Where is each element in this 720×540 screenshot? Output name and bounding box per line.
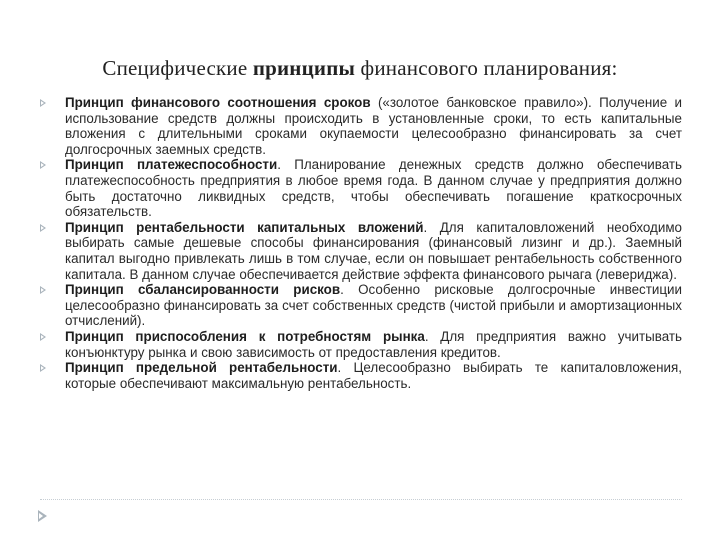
- triangle-bullet-icon: [40, 364, 46, 372]
- principle-text: . Для капиталовложений необходимо выбирать самые дешевые способы финансирования (финансовый лизинг и др.). Заемный капитал выгодно привлекать лишь в том случае, если он повышает рентабельность собственного капитала. В данном случае обеспечивается действие эффекта финансового рычага (левериджа).: [65, 219, 682, 282]
- title-suffix: финансового планирования:: [355, 56, 618, 80]
- next-arrow-icon[interactable]: [38, 510, 47, 522]
- list-item: [40, 95, 682, 157]
- principle-term: Принцип приспособления к потребностям рынка: [65, 328, 425, 344]
- list-item: [40, 282, 682, 329]
- principle-text: . Целесообразно выбирать те капиталовложения, которые обеспечивают максимальную рентабельность.: [65, 360, 682, 391]
- slide-title: [0, 56, 720, 81]
- list-item: [40, 157, 682, 219]
- principle-text: . Особенно рисковые долгосрочные инвестиции целесообразно финансировать за счет собственных средств (чистой прибыли и амортизационных отчислений).: [65, 282, 682, 329]
- list-item: [40, 329, 682, 360]
- principle-term: Принцип предельной рентабельности: [65, 360, 338, 376]
- triangle-bullet-icon: [40, 99, 46, 107]
- triangle-bullet-icon: [40, 333, 46, 341]
- principle-text: . Планирование денежных средств должно обеспечивать платежеспособность предприятия в любое время года. В данном случае у предприятия должно быть достаточно ликвидных средств, чтобы обеспечивать погашение краткосрочных обязательств.: [65, 157, 682, 220]
- principle-term: Принцип платежеспособности: [65, 157, 278, 173]
- footer-divider: [40, 499, 682, 500]
- triangle-bullet-icon: [40, 224, 46, 232]
- principle-term: Принцип финансового соотношения сроков: [65, 95, 371, 110]
- principle-text: . Для предприятия важно учитывать конъюнктуру рынка и свою зависимость от предоставления кредитов.: [65, 328, 682, 360]
- list-item: [40, 360, 682, 391]
- list-item: [40, 220, 682, 282]
- principle-term: Принцип рентабельности капитальных вложений: [65, 219, 424, 235]
- principle-text: («золотое банковское правило»). Получение и использование средств должны происходить в установленные сроки, то есть капитальные вложения с длительными сроками окупаемости целесообразно финансировать за счет долгосрочных заемных средств.: [65, 95, 683, 157]
- triangle-bullet-icon: [40, 286, 46, 294]
- principle-term: Принцип сбалансированности рисков: [65, 282, 341, 298]
- title-prefix: Специфические: [102, 56, 253, 80]
- triangle-bullet-icon: [40, 161, 46, 169]
- title-emphasis: принципы: [252, 56, 356, 80]
- principles-list: [40, 95, 682, 391]
